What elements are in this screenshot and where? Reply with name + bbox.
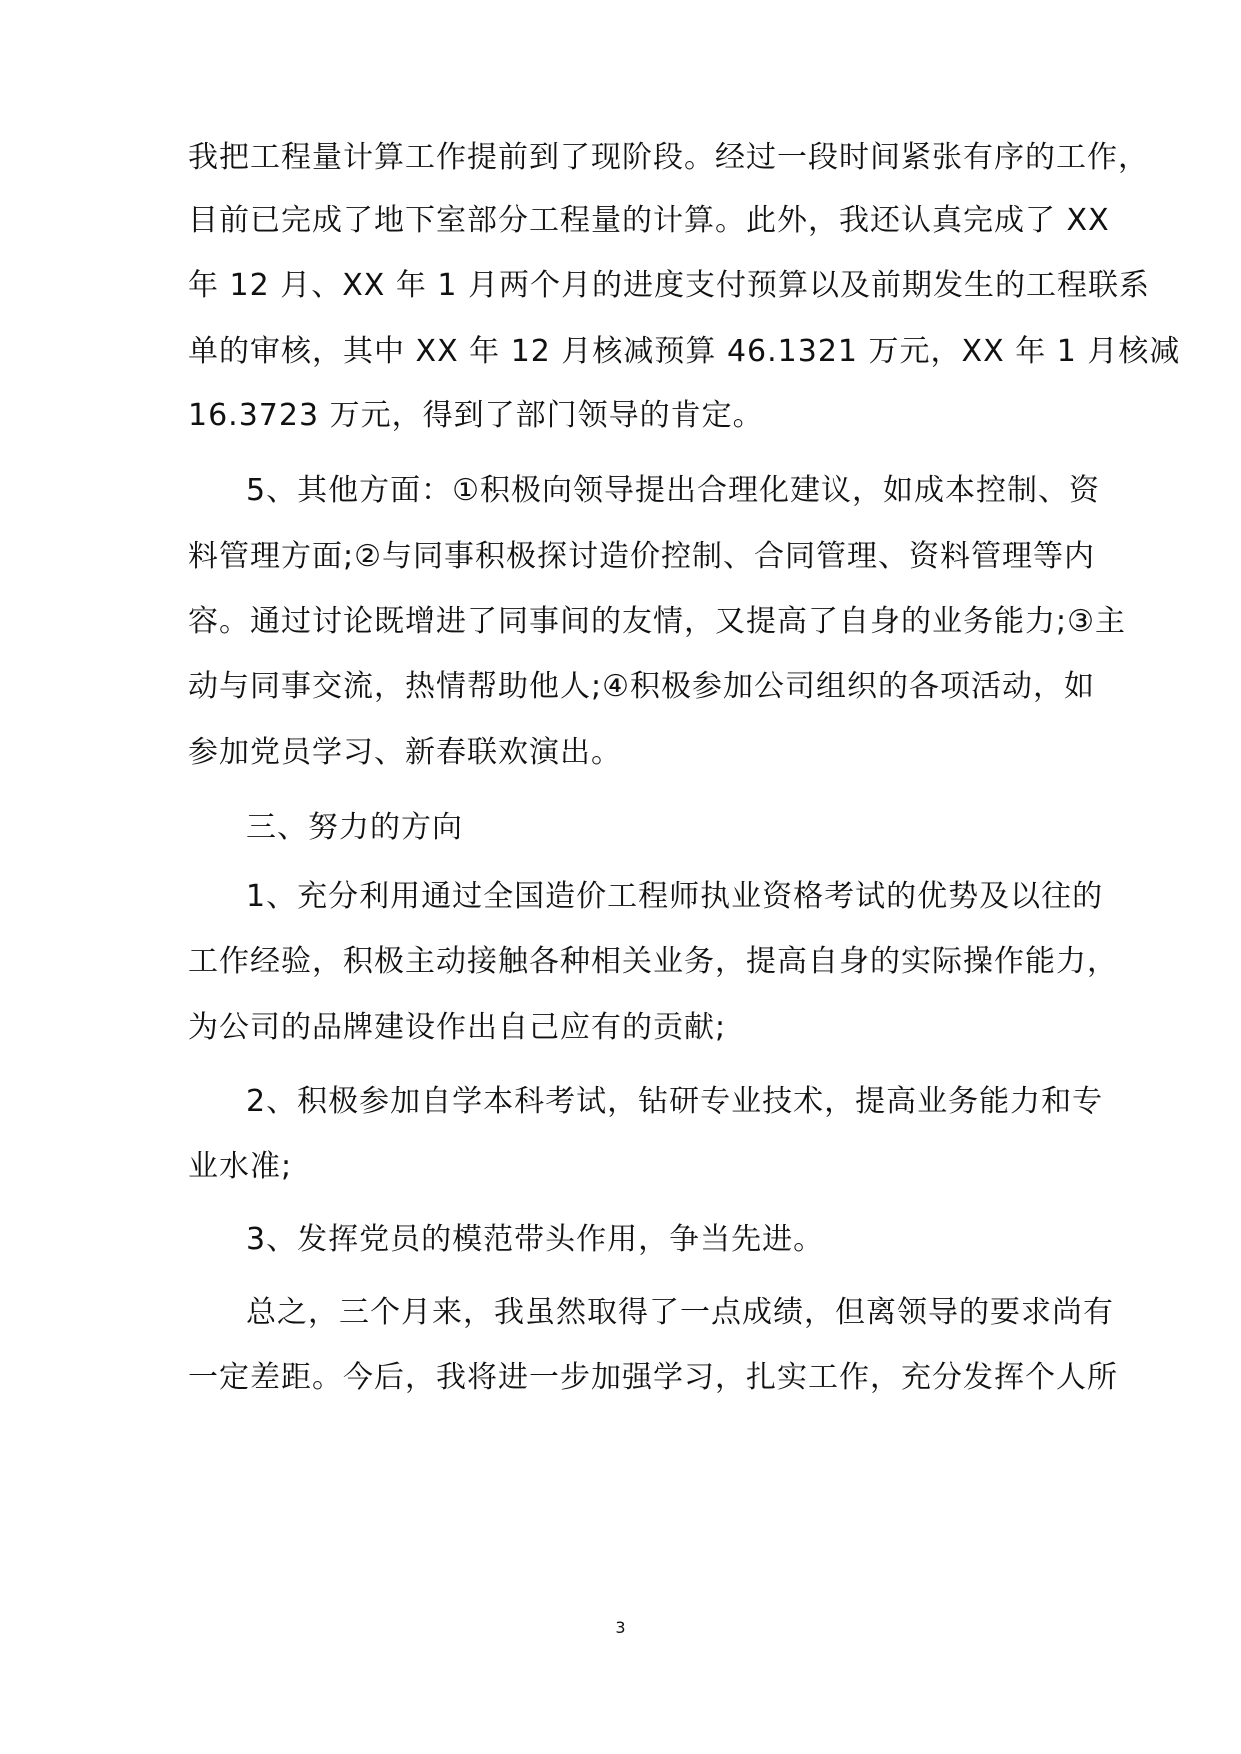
text-line: 总之，三个月来，我虽然取得了一点成绩，但离领导的要求尚有 [246,1295,1114,1330]
text-line: 单的审核，其中 XX 年 12 月核减预算 46.1321 万元，XX 年 1 月核减 [188,334,1181,369]
text-line: 3、发挥党员的模范带头作用，争当先进。 [246,1222,825,1257]
section-heading: 三、努力的方向 [246,810,463,845]
text-line: 为公司的品牌建设作出自己应有的贡献; [188,1010,727,1045]
text-line: 工作经验，积极主动接触各种相关业务，提高自身的实际操作能力， [188,944,1118,979]
text-line: 1、充分利用通过全国造价工程师执业资格考试的优势及以往的 [246,879,1104,914]
text-line: 动与同事交流，热情帮助他人;④积极参加公司组织的各项活动，如 [188,669,1096,704]
text-line: 业水准; [188,1149,293,1184]
text-line: 5、其他方面：①积极向领导提出合理化建议，如成本控制、资 [246,473,1100,508]
text-line: 一定差距。今后，我将进一步加强学习，扎实工作，充分发挥个人所 [188,1360,1118,1395]
text-line: 16.3723 万元，得到了部门领导的肯定。 [188,398,764,433]
text-line: 参加党员学习、新春联欢演出。 [188,735,622,770]
page-number: 3 [615,1618,626,1637]
text-line: 年 12 月、XX 年 1 月两个月的进度支付预算以及前期发生的工程联系 [188,268,1151,303]
text-line: 容。通过讨论既增进了同事间的友情，又提高了自身的业务能力;③主 [188,604,1127,639]
text-line: 我把工程量计算工作提前到了现阶段。经过一段时间紧张有序的工作， [188,140,1149,175]
text-line: 目前已完成了地下室部分工程量的计算。此外，我还认真完成了 XX [188,203,1110,238]
text-line: 料管理方面;②与同事积极探讨造价控制、合同管理、资料管理等内 [188,539,1096,574]
text-line: 2、积极参加自学本科考试，钻研专业技术，提高业务能力和专 [246,1084,1104,1119]
